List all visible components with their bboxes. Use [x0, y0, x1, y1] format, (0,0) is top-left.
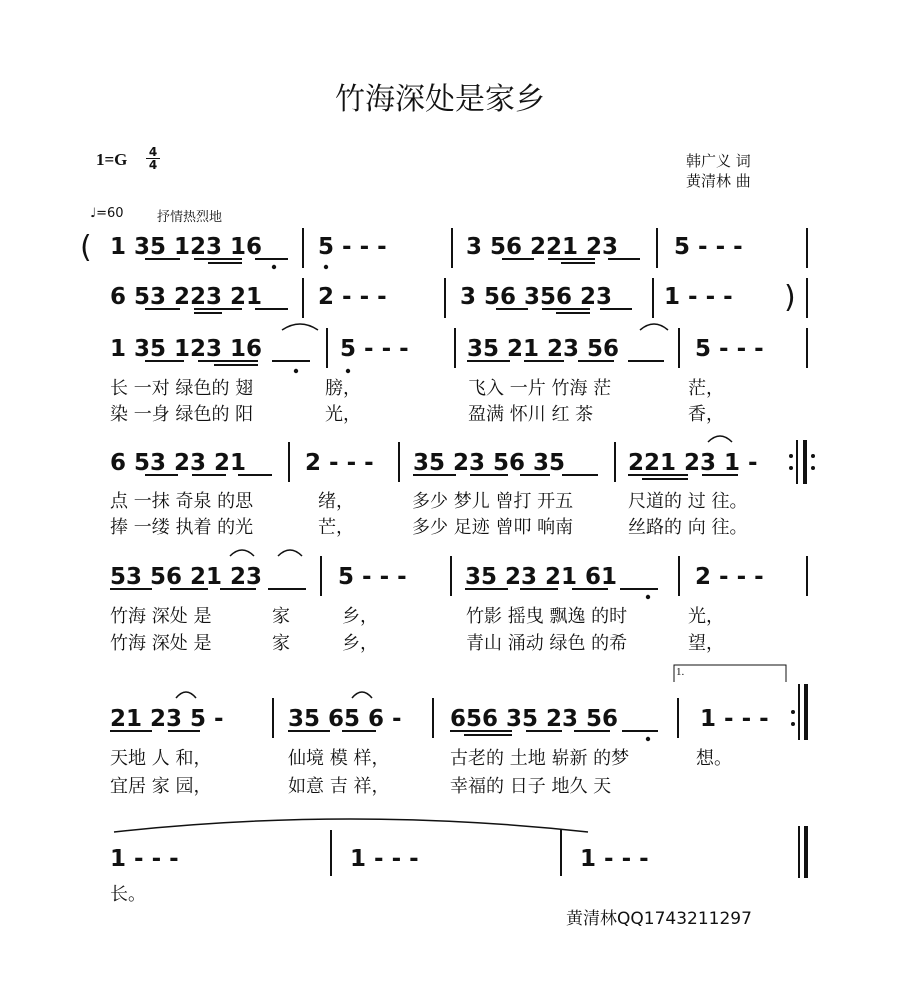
s2-lyric2-seg3: 多少 足迹 曾叩 响南 [412, 517, 574, 538]
volta-bracket [674, 665, 786, 682]
volta-label: 1. [676, 666, 685, 678]
low-octave-dot [272, 265, 276, 269]
s4-measure2: 35 65 6 - [288, 706, 402, 732]
s4-lyric1-seg4: 想。 [696, 748, 732, 769]
s3-measure3: 35 23 21 61 [465, 564, 618, 590]
s4-lyric2-seg3: 幸福的 日子 地久 天 [450, 776, 612, 797]
slur [352, 692, 372, 698]
s4-measure1: 21 23 5 - [110, 706, 224, 732]
s3-lyric2-seg1: 竹海 深处 是 [110, 633, 212, 654]
intro-line1-measure3: 3 56 221 23 [466, 234, 619, 260]
s5-measure2: 1 - - - [350, 846, 419, 872]
low-octave-dot [646, 595, 650, 599]
s2-lyric1-seg3: 多少 梦儿 曾打 开五 [412, 491, 574, 512]
s2-lyric2-seg1: 捧 一缕 执着 的光 [110, 517, 254, 538]
s3-lyric1-seg3: 乡， [342, 606, 378, 627]
s3-lyric1-seg4: 竹影 摇曳 飘逸 的时 [466, 606, 628, 627]
intro-line2-measure1: 6 53 223 21 [110, 284, 263, 310]
low-octave-dot [294, 369, 298, 373]
low-octave-dot [324, 265, 328, 269]
s2-lyric1-seg4: 尺道的 过 往。 [628, 491, 748, 512]
s1-lyric2-seg1: 染 一身 绿色的 阳 [110, 404, 254, 425]
s1-lyric2-seg4: 香， [688, 404, 724, 425]
slur [230, 550, 254, 556]
rhythm-underlines [110, 259, 738, 735]
s5-measure1: 1 - - - [110, 846, 179, 872]
slur [176, 692, 196, 698]
s4-measure3: 656 35 23 56 [450, 706, 619, 732]
slur [282, 324, 318, 330]
s3-lyric2-seg4: 青山 涌动 绿色 的希 [466, 633, 628, 654]
s4-lyric1-seg3: 古老的 土地 崭新 的梦 [450, 748, 630, 769]
s2-lyric1-seg1: 点 一抹 奇泉 的思 [110, 491, 254, 512]
s1-measure3: 35 21 23 56 [467, 336, 620, 362]
s2-measure4: 221 23 1 - [628, 450, 758, 476]
s3-lyric2-seg2: 家 [272, 633, 290, 654]
repeat-paren-close: ) [784, 280, 796, 315]
s1-lyric1-seg1: 长 一对 绿色的 翅 [110, 378, 254, 399]
s3-lyric1-seg5: 光， [688, 606, 724, 627]
s3-measure4: 2 - - - [695, 564, 764, 590]
s2-measure1: 6 53 23 21 [110, 450, 247, 476]
composer-credit: 黄清林 曲 [686, 172, 751, 190]
s4-lyric2-seg2: 如意 吉 祥， [288, 776, 390, 797]
s1-lyric1-seg2: 膀， [325, 378, 361, 399]
s2-measure3: 35 23 56 35 [413, 450, 566, 476]
s4-lyric1-seg2: 仙境 模 样， [288, 748, 390, 769]
slur [640, 324, 668, 330]
intro-line2-measure4: 1 - - - [664, 284, 733, 310]
s3-measure2: 5 - - - [338, 564, 407, 590]
expression-marking: 抒情热烈地 [157, 210, 223, 225]
s1-lyric1-seg3: 飞入 一片 竹海 茫 [468, 378, 612, 399]
time-signature-bottom: 4 [146, 158, 160, 171]
key-signature: 1=G [96, 150, 128, 169]
intro-line2-measure3: 3 56 356 23 [460, 284, 613, 310]
s5-measure3: 1 - - - [580, 846, 649, 872]
slur [708, 436, 732, 442]
s4-lyric2-seg1: 宜居 家 园， [110, 776, 212, 797]
s3-lyric1-seg1: 竹海 深处 是 [110, 606, 212, 627]
s1-measure2: 5 - - - [340, 336, 409, 362]
s2-lyric2-seg4: 丝路的 向 往。 [628, 517, 748, 538]
s1-lyric2-seg2: 光， [325, 404, 361, 425]
repeat-paren-open: ( [80, 230, 92, 265]
s3-lyric1-seg2: 家 [272, 606, 290, 627]
slur [278, 550, 302, 556]
s2-lyric1-seg2: 绪， [318, 491, 354, 512]
intro-line1-measure4: 5 - - - [674, 234, 743, 260]
s2-measure2: 2 - - - [305, 450, 374, 476]
tempo-marking: ♩=60 [90, 206, 124, 221]
composer-signature: 黄清林QQ1743211297 [566, 909, 752, 929]
s4-measure4: 1 - - - [700, 706, 769, 732]
s1-lyric1-seg4: 茫， [688, 378, 724, 399]
volta-bracket-line [674, 665, 786, 682]
low-octave-dot [646, 737, 650, 741]
s3-lyric2-seg3: 乡， [342, 633, 378, 654]
s2-lyric2-seg2: 芒， [318, 517, 354, 538]
tie [114, 819, 588, 832]
s3-lyric2-seg5: 望， [688, 633, 724, 654]
slurs [114, 324, 732, 832]
intro-line1-measure2: 5 - - - [318, 234, 387, 260]
lyricist-credit: 韩广义 词 [686, 152, 751, 170]
s5-lyric1-seg1: 长。 [110, 884, 146, 905]
s3-measure1: 53 56 21 23 [110, 564, 263, 590]
intro-line1-measure1: 1 35 123 16 [110, 234, 263, 260]
s1-measure1: 1 35 123 16 [110, 336, 263, 362]
intro-line2-measure2: 2 - - - [318, 284, 387, 310]
s1-measure4: 5 - - - [695, 336, 764, 362]
song-title: 竹海深处是家乡 [335, 82, 545, 117]
s4-lyric1-seg1: 天地 人 和， [110, 748, 212, 769]
s1-lyric2-seg3: 盈满 怀川 红 茶 [468, 404, 594, 425]
octave-dots [272, 265, 650, 741]
time-signature-top: 4 [148, 145, 158, 159]
low-octave-dot [346, 369, 350, 373]
